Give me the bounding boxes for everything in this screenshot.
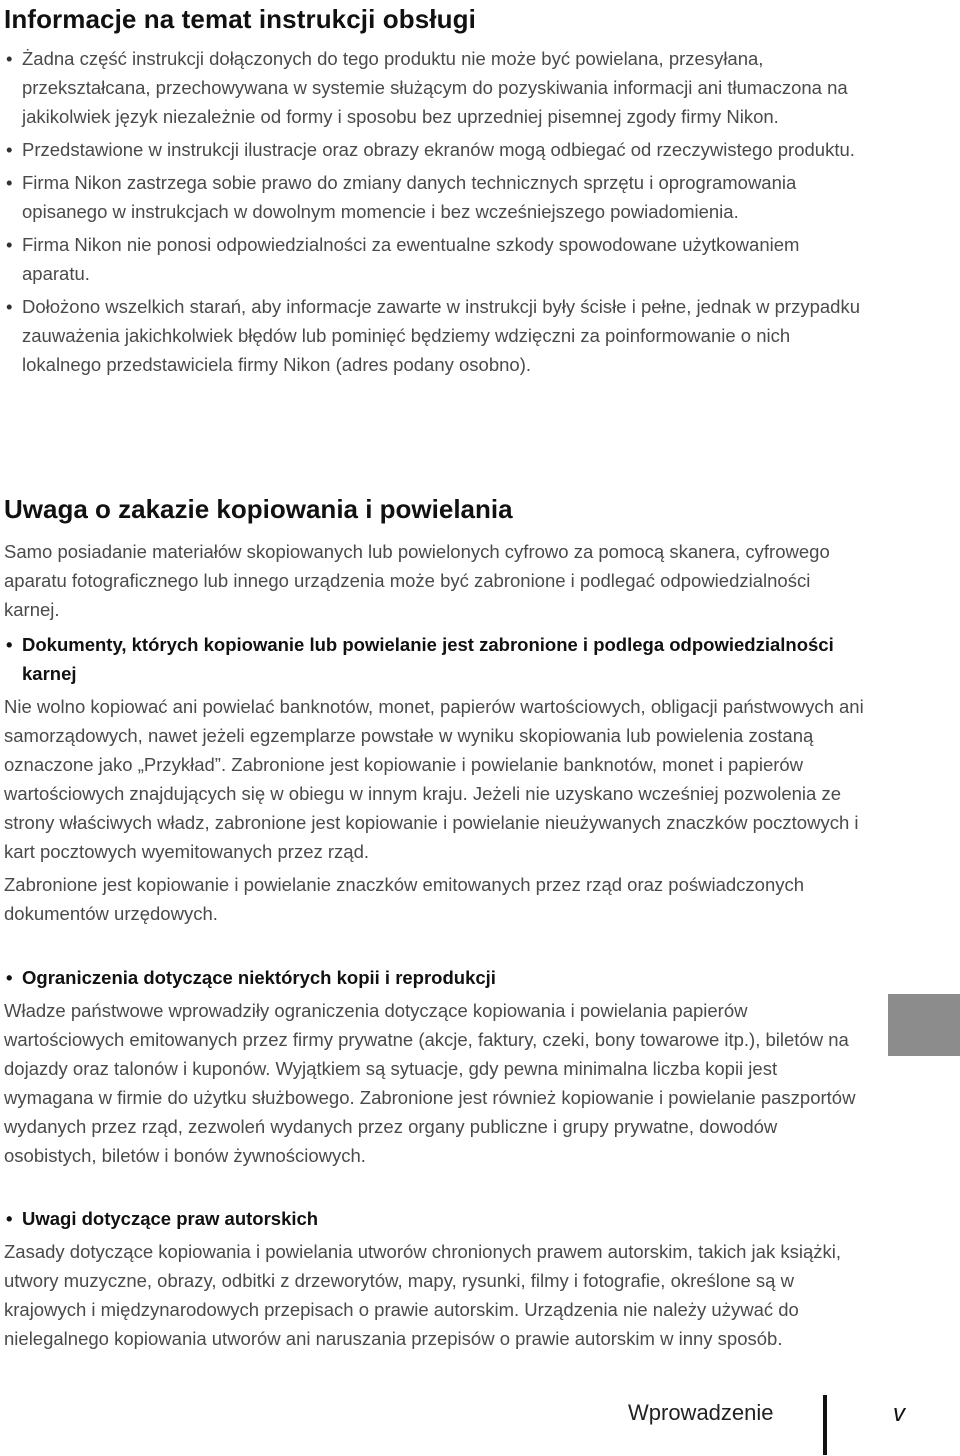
page-number: v [893,1400,905,1427]
bullet-item: • Przedstawione w instrukcji ilustracje oraz obrazy ekranów mogą odbiegać od rzeczywistego produktu. [4,135,864,164]
subsection-prohibited [4,630,864,928]
subsection-paragraph: Władze państwowe wprowadziły ograniczenia dotyczące kopiowania i powielania papierów wartościowych emitowanych przez firmy prywatne (akcje, faktury, czeki, bony towarowe itp.), biletów na dojazdy oraz talonów i kuponów. Wyjątkiem są sytuacje, gdy pewna minimalna liczba kopii jest wymagana w firmie do użytku służbowego. Zabronione jest również kopiowanie i powielanie paszportów wydanych przez rząd, zezwoleń wydanych przez organy publiczne i grupy prywatne, dowodów osobistych, biletów i bonów żywnościowych. [4,1000,856,1166]
bullet-item: • Dołożono wszelkich starań, aby informacje zawarte w instrukcji były ścisłe i pełne, jednak w przypadku zauważenia jakichkolwiek błędów lub pominięć będziemy wdzięczni za poinformowanie o nich lokalnego przedstawiciela firmy Nikon (adres podany osobno). [4,292,864,379]
subsection-heading: • Uwagi dotyczące praw autorskich [4,1204,864,1233]
subsection-restrictions [4,963,864,1170]
section-title: Uwaga o zakazie kopiowania i powielania [4,494,513,524]
bullet-item: • Żadna część instrukcji dołączonych do tego produktu nie może być powielana, przesyłana, przekształcana, przechowywana w systemie służącym do pozyskiwania informacji ani tłumaczona na jakikolwiek język niezależnie od formy i sposobu bez uprzedniej pisemnej zgody firmy Nikon. [4,44,864,131]
subsection-copyright [4,1204,864,1353]
info-bullet-list [4,44,864,383]
bullet-item: • Firma Nikon zastrzega sobie prawo do zmiany danych technicznych sprzętu i oprogramowania opisanego w instrukcjach w dowolnym momencie i bez wcześniejszego powiadomienia. [4,168,864,226]
subsection-paragraph: Zasady dotyczące kopiowania i powielania utworów chronionych prawem autorskim, takich jak książki, utwory muzyczne, obrazy, odbitki z drzeworytów, mapy, rysunki, filmy i fotografie, określone są w krajowych i międzynarodowych przepisach o prawie autorskim. Urządzenia nie należy używać do nielegalnego kopiowania utworów ani naruszania przepisów o prawie autorskim w inny sposób. [4,1241,841,1349]
subsection-paragraph: Nie wolno kopiować ani powielać banknotów, monet, papierów wartościowych, obligacji państwowych ani samorządowych, nawet jeżeli egzemplarze powstałe w wyniku skopiowania lub powielenia zostaną oznaczone jako „Przykład”. Zabronione jest kopiowanie i powielanie banknotów, monet i papierów wartościowych znajdujących się w obiegu w innym kraju. Jeżeli nie uzyskano wcześniej pozwolenia ze strony właściwych władz, zabronione jest kopiowanie i powielanie nieużywanych znaczków pocztowych i kart pocztowych wyemitowanych przez rząd. [4,696,864,862]
intro-block [4,537,864,624]
chapter-tab-marker [888,994,960,1056]
subsection-paragraph: Zabronione jest kopiowanie i powielanie znaczków emitowanych przez rząd oraz poświadczonych dokumentów urzędowych. [4,874,805,924]
intro-paragraph: Samo posiadanie materiałów skopiowanych lub powielonych cyfrowo za pomocą skanera, cyfrowego aparatu fotograficznego lub innego urządzenia może być zabronione i podlegać odpowiedzialności karnej. [4,541,830,620]
subsection-heading: • Ograniczenia dotyczące niektórych kopii i reprodukcji [4,963,864,992]
footer-section-label: Wprowadzenie [628,1400,774,1425]
bullet-item: • Firma Nikon nie ponosi odpowiedzialności za ewentualne szkody spowodowane użytkowaniem aparatu. [4,230,864,288]
page-title: Informacje na temat instrukcji obsługi [4,4,476,34]
footer-divider [823,1395,827,1455]
subsection-heading: • Dokumenty, których kopiowanie lub powielanie jest zabronione i podlega odpowiedzialności karnej [4,630,864,688]
